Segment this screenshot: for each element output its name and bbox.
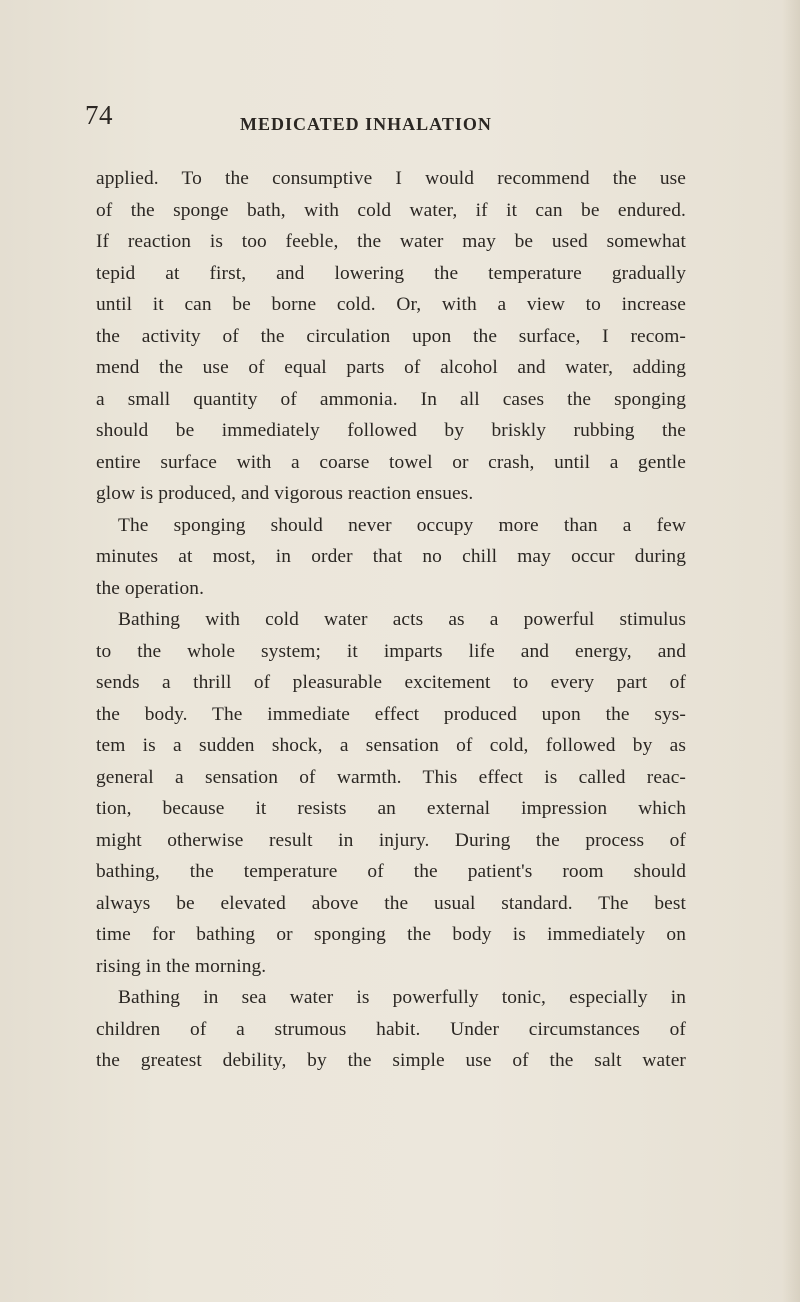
text-line: tepid at first, and lowering the temperature gradually	[96, 262, 686, 284]
text-line: the greatest debility, by the simple use of the salt water	[96, 1050, 686, 1071]
body-text	[96, 163, 686, 1077]
text-line: always be elevated above the usual standard. The best	[96, 892, 686, 914]
text-line: the activity of the circulation upon the surface, I recom-	[96, 325, 686, 347]
text-line: until it can be borne cold. Or, with a view to increase	[96, 294, 686, 315]
text-line: bathing, the temperature of the patient's room should	[96, 861, 686, 882]
page-header	[85, 100, 680, 140]
text-line: a small quantity of ammonia. In all cases the sponging	[96, 388, 686, 410]
text-line: should be immediately followed by briskly rubbing the	[96, 420, 686, 441]
running-head: MEDICATED INHALATION	[240, 114, 492, 134]
text-line: might otherwise result in injury. During the process of	[96, 829, 686, 851]
text-line: time for bathing or sponging the body is immediately on	[96, 924, 686, 945]
text-line: Bathing with cold water acts as a powerful stimulus	[118, 609, 686, 630]
page-edge-shadow	[782, 0, 800, 1302]
text-line: children of a strumous habit. Under circumstances of	[96, 1018, 686, 1040]
text-line: applied. To the consumptive I would recommend the use	[96, 168, 686, 189]
text-line: If reaction is too feeble, the water may be used somewhat	[96, 231, 686, 252]
text-line: mend the use of equal parts of alcohol and water, adding	[96, 357, 686, 378]
text-line: the operation.	[96, 577, 205, 599]
text-line: minutes at most, in order that no chill may occur during	[96, 546, 686, 567]
text-line: sends a thrill of pleasurable excitement to every part of	[96, 672, 686, 693]
text-line: rising in the morning.	[96, 955, 267, 977]
text-line: to the whole system; it imparts life and energy, and	[96, 640, 686, 662]
text-line: entire surface with a coarse towel or crash, until a gentle	[96, 451, 686, 473]
text-line: glow is produced, and vigorous reaction ensues.	[96, 483, 474, 504]
page-number: 74	[85, 100, 113, 130]
text-line: tem is a sudden shock, a sensation of cold, followed by as	[96, 735, 686, 756]
text-line: general a sensation of warmth. This effect is called reac-	[96, 766, 686, 788]
text-line: of the sponge bath, with cold water, if it can be endured.	[96, 199, 686, 221]
text-line: the body. The immediate effect produced upon the sys-	[96, 703, 686, 725]
text-line: The sponging should never occupy more than a few	[118, 514, 686, 536]
text-line: tion, because it resists an external impression which	[96, 798, 686, 819]
text-line: Bathing in sea water is powerfully tonic, especially in	[118, 987, 686, 1008]
